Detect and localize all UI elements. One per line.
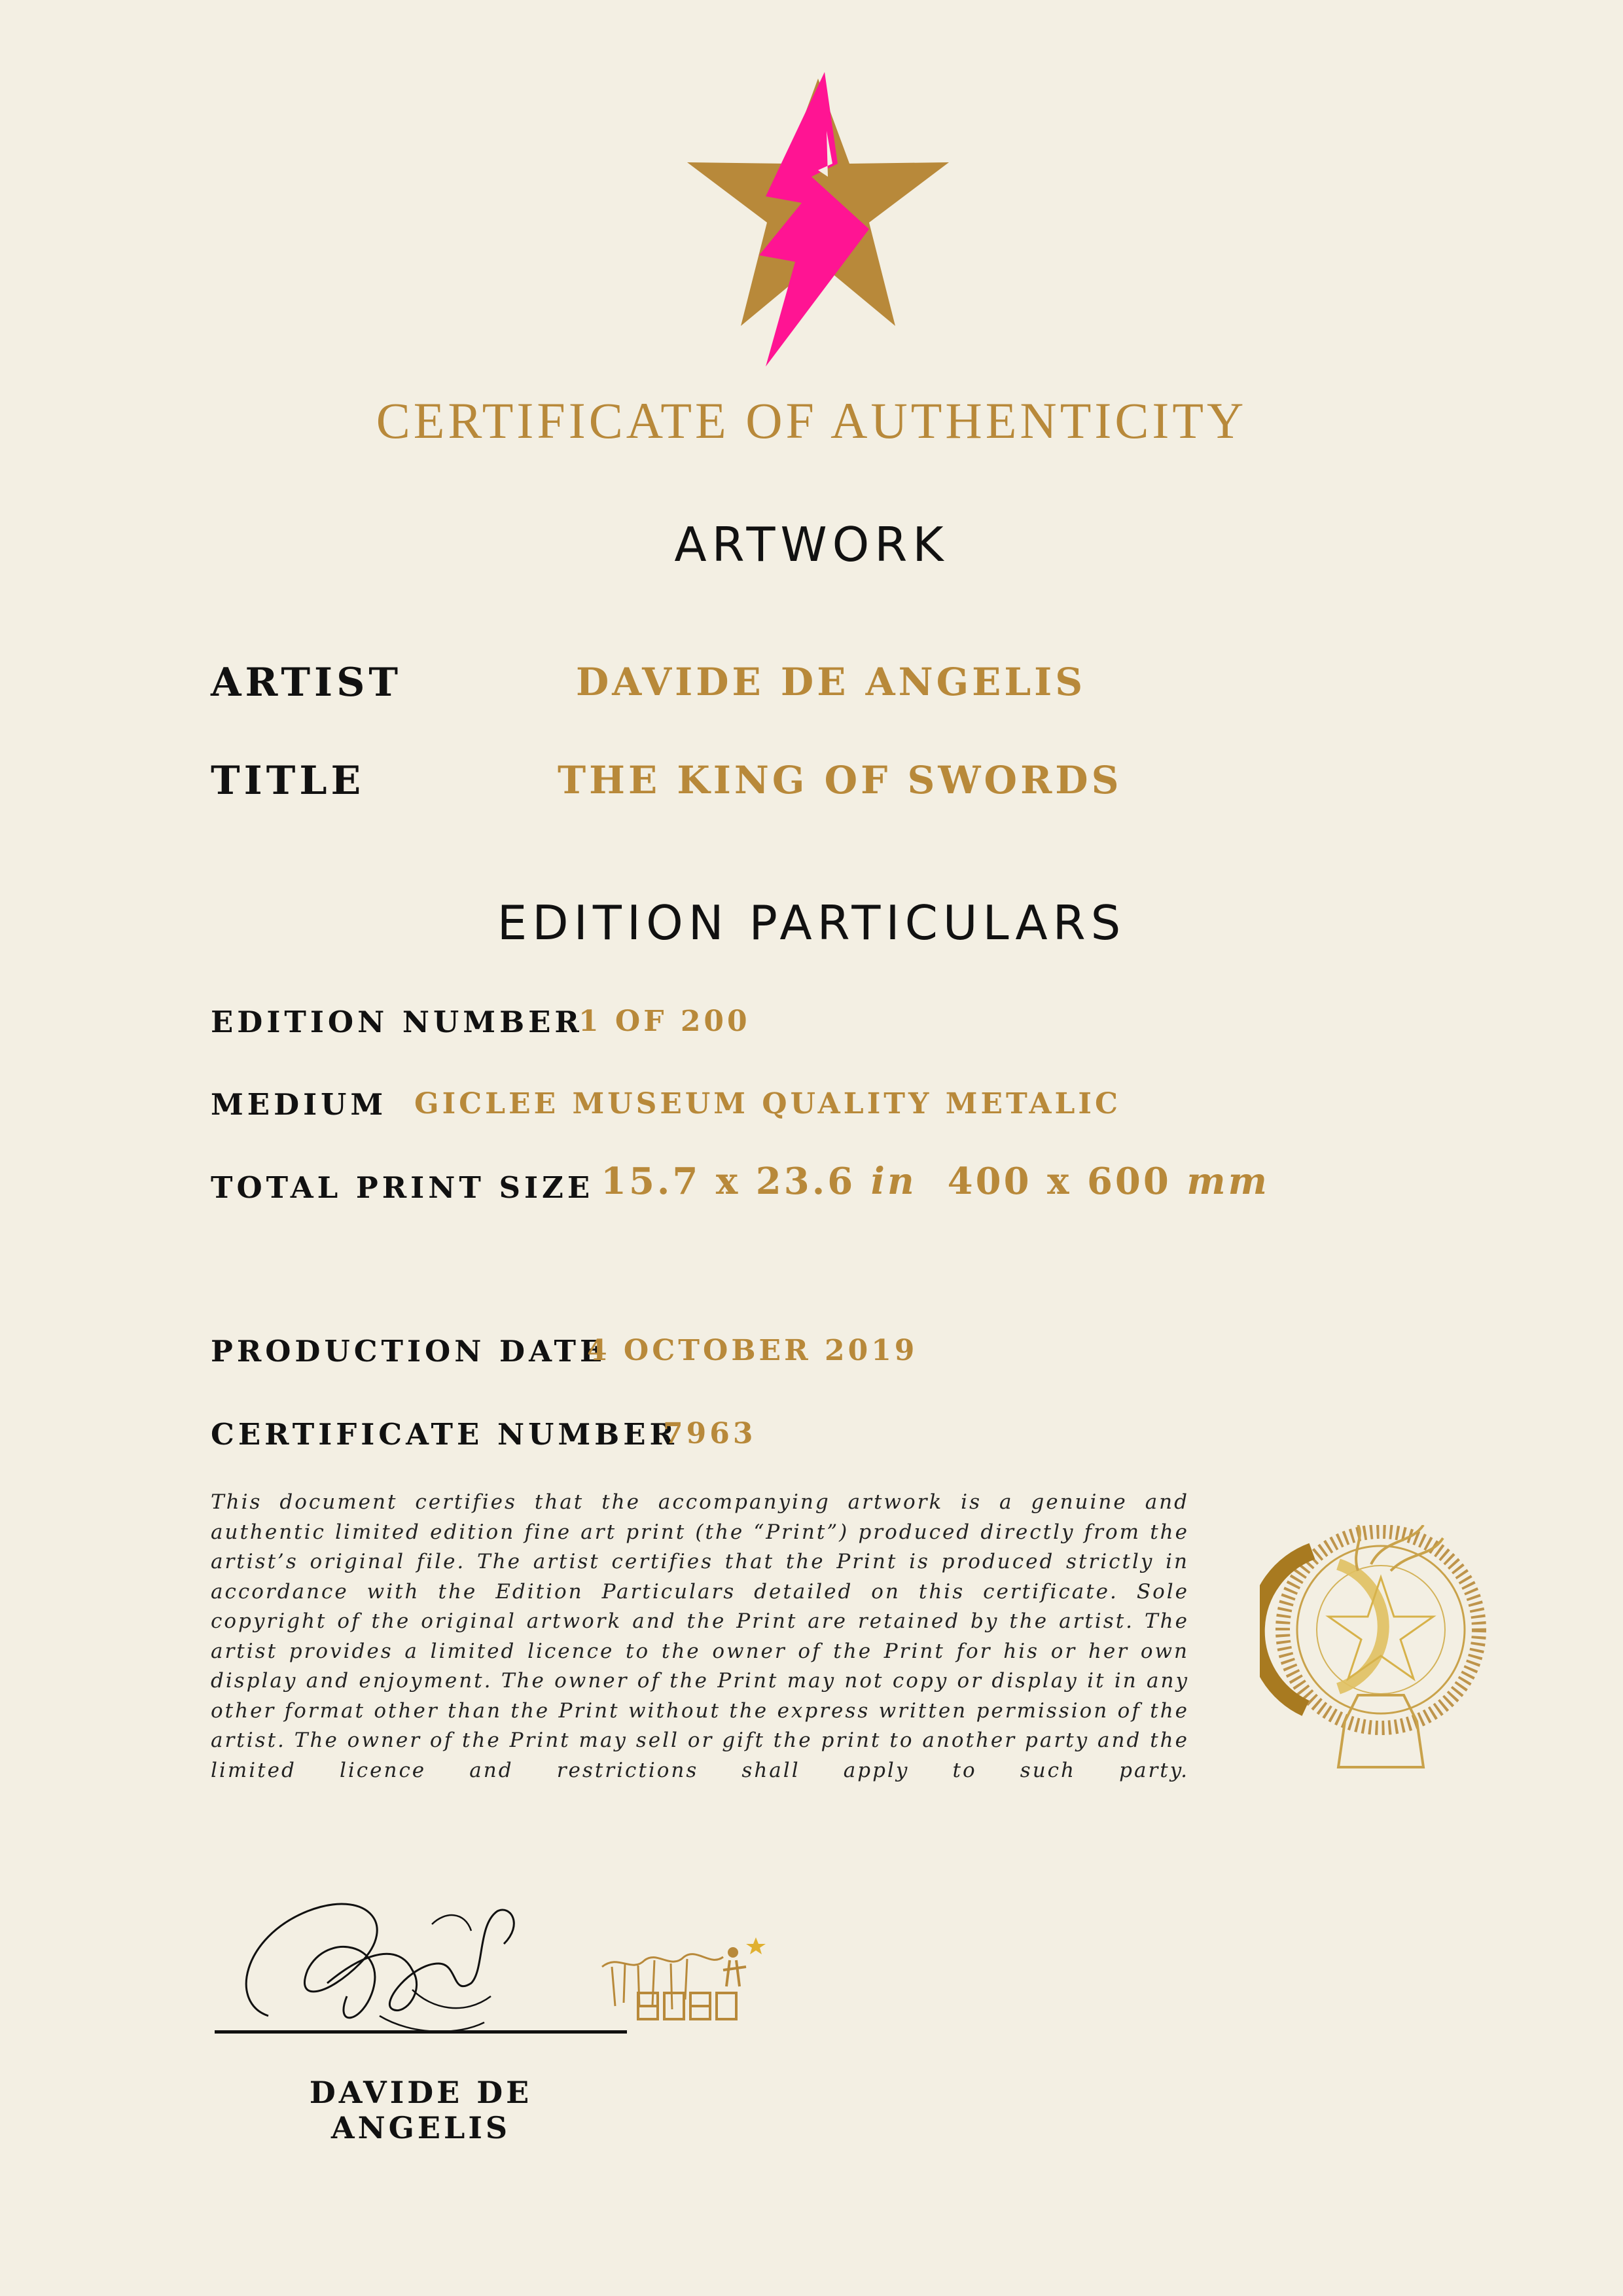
production-date-label: PRODUCTION DATE xyxy=(211,1334,607,1369)
size-mm-unit: mm xyxy=(1186,1160,1270,1203)
certificate-number-label: CERTIFICATE NUMBER xyxy=(211,1417,678,1452)
artist-label: ARTIST xyxy=(211,660,402,706)
gold-seal-icon xyxy=(1260,1525,1489,1774)
signer-name: DAVIDE DE ANGELIS xyxy=(309,2075,533,2145)
signature-line xyxy=(215,2030,627,2034)
certificate-number-value: 7963 xyxy=(663,1417,757,1450)
artist-value: DAVIDE DE ANGELIS xyxy=(576,660,1086,704)
handwritten-signature-icon xyxy=(216,1885,556,2049)
size-mm-value: 400 x 600 xyxy=(947,1160,1171,1203)
edition-number-value: 1 OF 200 xyxy=(579,1005,751,1038)
size-inches-unit: in xyxy=(870,1160,917,1203)
size-inches-value: 15.7 x 23.6 xyxy=(601,1160,856,1203)
edition-number-label: EDITION NUMBER xyxy=(211,1005,583,1039)
edition-particulars-heading: EDITION PARTICULARS xyxy=(497,895,1126,950)
certification-statement: This document certifies that the accompanying artwork is a genuine and authentic limited edition fine art print (the “Print”) produced directly from the artist’s original file. The artist certifies that the Print is produced strictly in accordance with the Edition Particulars detailed on this certificate. Sole copyright of the original artwork and the Print are retained by the artist. The artist provides a limited licence to the owner of the Print for his or her own display and enjoyment. The owner of the Print may not copy or display it in any other format other than the Print without the express written permission of the artist. The owner of the Print may sell or gift the print to another party and the limited licence and restrictions shall apply to such party. xyxy=(211,1490,1189,1782)
production-date-value: 4 OCTOBER 2019 xyxy=(587,1334,918,1367)
studio-stamp-icon xyxy=(599,1934,769,2032)
title-label: TITLE xyxy=(211,758,365,804)
title-value: THE KING OF SWORDS xyxy=(558,758,1122,802)
certificate-title: CERTIFICATE OF AUTHENTICITY xyxy=(376,392,1247,449)
medium-value: GICLEE MUSEUM QUALITY METALIC xyxy=(414,1087,1122,1121)
total-print-size-value xyxy=(601,1160,1270,1203)
star-lightning-logo-icon xyxy=(661,65,962,367)
artwork-heading: ARTWORK xyxy=(674,517,949,572)
total-print-size-label: TOTAL PRINT SIZE xyxy=(211,1170,594,1205)
medium-label: MEDIUM xyxy=(211,1087,387,1122)
